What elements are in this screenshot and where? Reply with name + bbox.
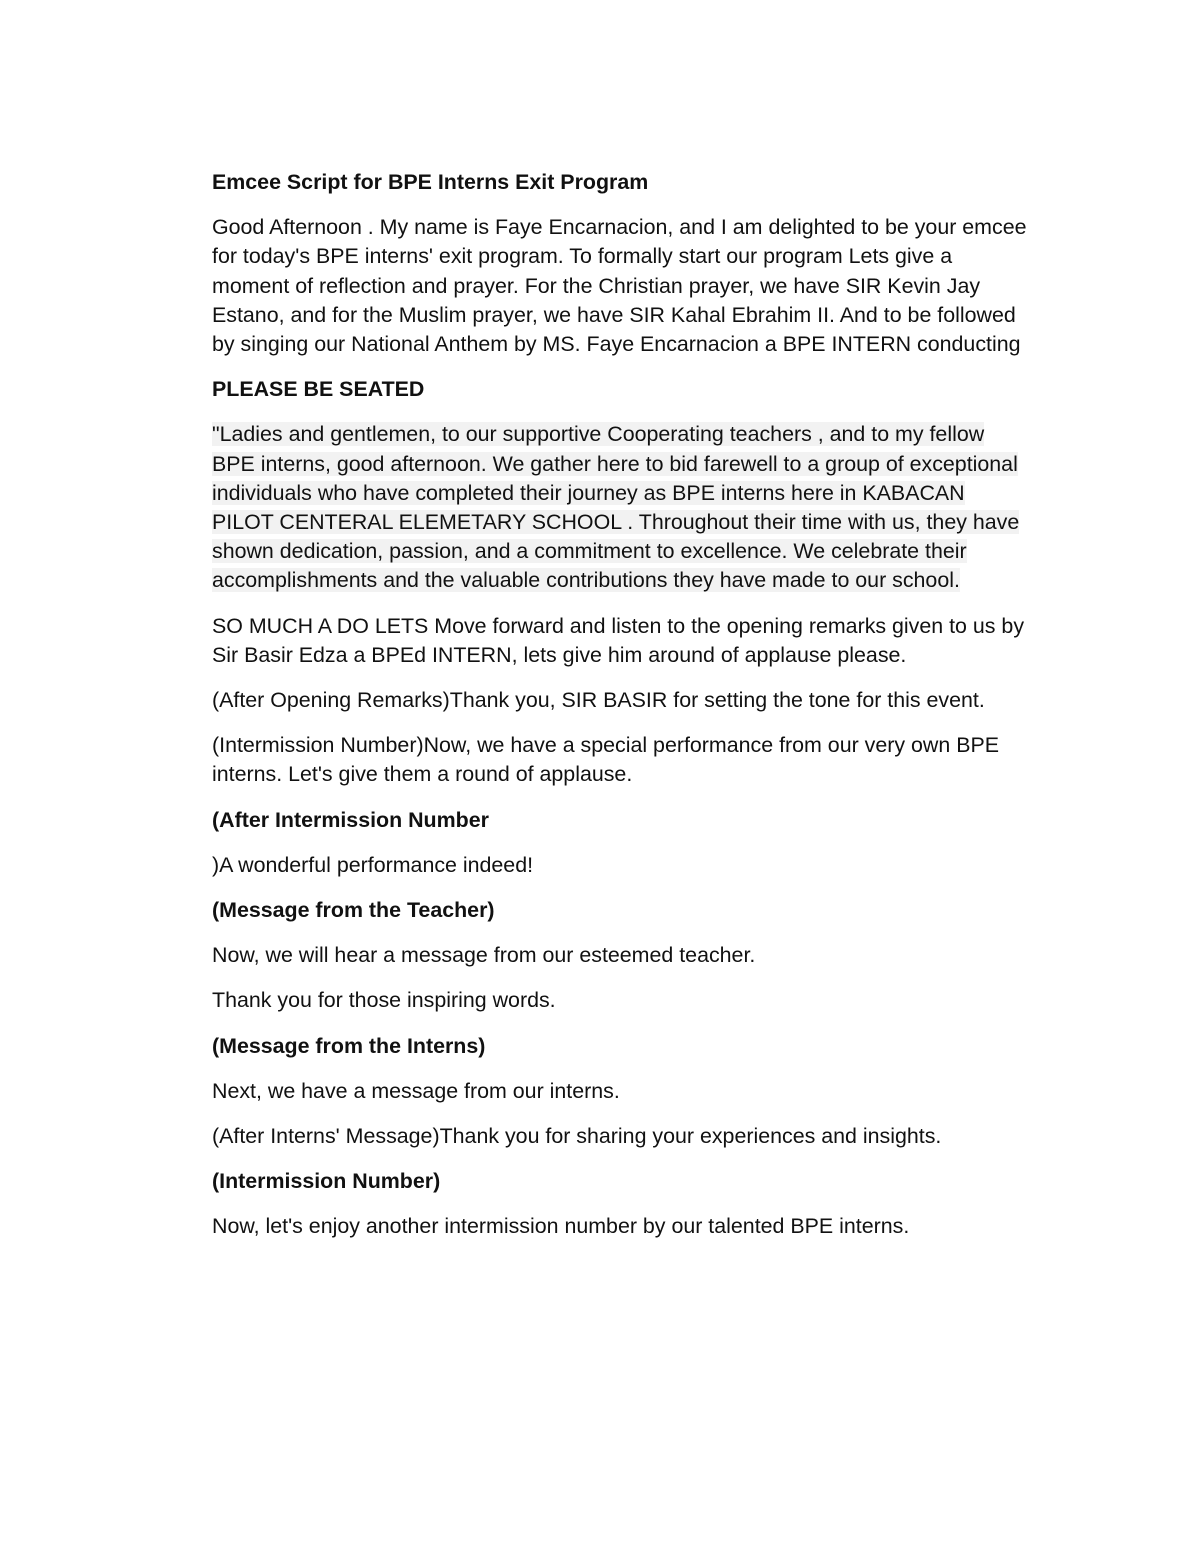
paragraph-intermission-number: (Intermission Number)Now, we have a special performance from our very own BPE interns. Let's give them a round of applause.	[212, 733, 1000, 787]
paragraph-after-opening-remarks: (After Opening Remarks)Thank you, SIR BASIR for setting the tone for this event.	[212, 688, 985, 713]
heading-please-be-seated: PLEASE BE SEATED	[212, 377, 425, 402]
document-title: Emcee Script for BPE Interns Exit Program	[212, 170, 649, 194]
document-body	[212, 168, 1027, 1258]
heading-message-from-interns: (Message from the Interns)	[212, 1033, 486, 1058]
paragraph-opening-remarks: SO MUCH A DO LETS Move forward and listen to the opening remarks given to us by Sir Basir Edza a BPEd INTERN, lets give him around of applause please.	[212, 613, 1025, 667]
paragraph-after-interns-message: (After Interns' Message)Thank you for sharing your experiences and insights.	[212, 1124, 942, 1149]
highlighted-welcome-text: "Ladies and gentlemen, to our supportive Cooperating teachers , and to my fellow BPE interns, good afternoon. We gather here to bid farewell to a group of exceptional individuals who have completed their journey as BPE interns here in KABACAN PILOT CENTERAL ELEMETARY SCHOOL . Throughout their time with us, they have shown dedication, passion, and a commitment to excellence. We celebrate their accomplishments and the valuable contributions they have made to our school.	[212, 422, 1020, 593]
heading-message-from-teacher: (Message from the Teacher)	[212, 898, 495, 923]
heading-after-intermission-number: (After Intermission Number	[212, 807, 489, 832]
paragraph-teacher-thanks: Thank you for those inspiring words.	[212, 988, 556, 1013]
paragraph-opening: Good Afternoon . My name is Faye Encarnacion, and I am delighted to be your emcee for today's BPE interns' exit program. To formally start our program Lets give a moment of reflection and prayer. For the Christian prayer, we have SIR Kevin Jay Estano, and for the Muslim prayer, we have SIR Kahal Ebrahim II. And to be followed by singing our National Anthem by MS. Faye Encarnacion a BPE INTERN conducting	[212, 215, 1027, 357]
paragraph-teacher-message-intro: Now, we will hear a message from our esteemed teacher.	[212, 943, 756, 968]
paragraph-welcome	[212, 420, 1027, 595]
heading-intermission-number: (Intermission Number)	[212, 1169, 441, 1194]
paragraph-another-intermission: Now, let's enjoy another intermission number by our talented BPE interns.	[212, 1214, 910, 1239]
paragraph-interns-message-intro: Next, we have a message from our interns.	[212, 1078, 620, 1103]
paragraph-wonderful-performance: )A wonderful performance indeed!	[212, 852, 534, 877]
